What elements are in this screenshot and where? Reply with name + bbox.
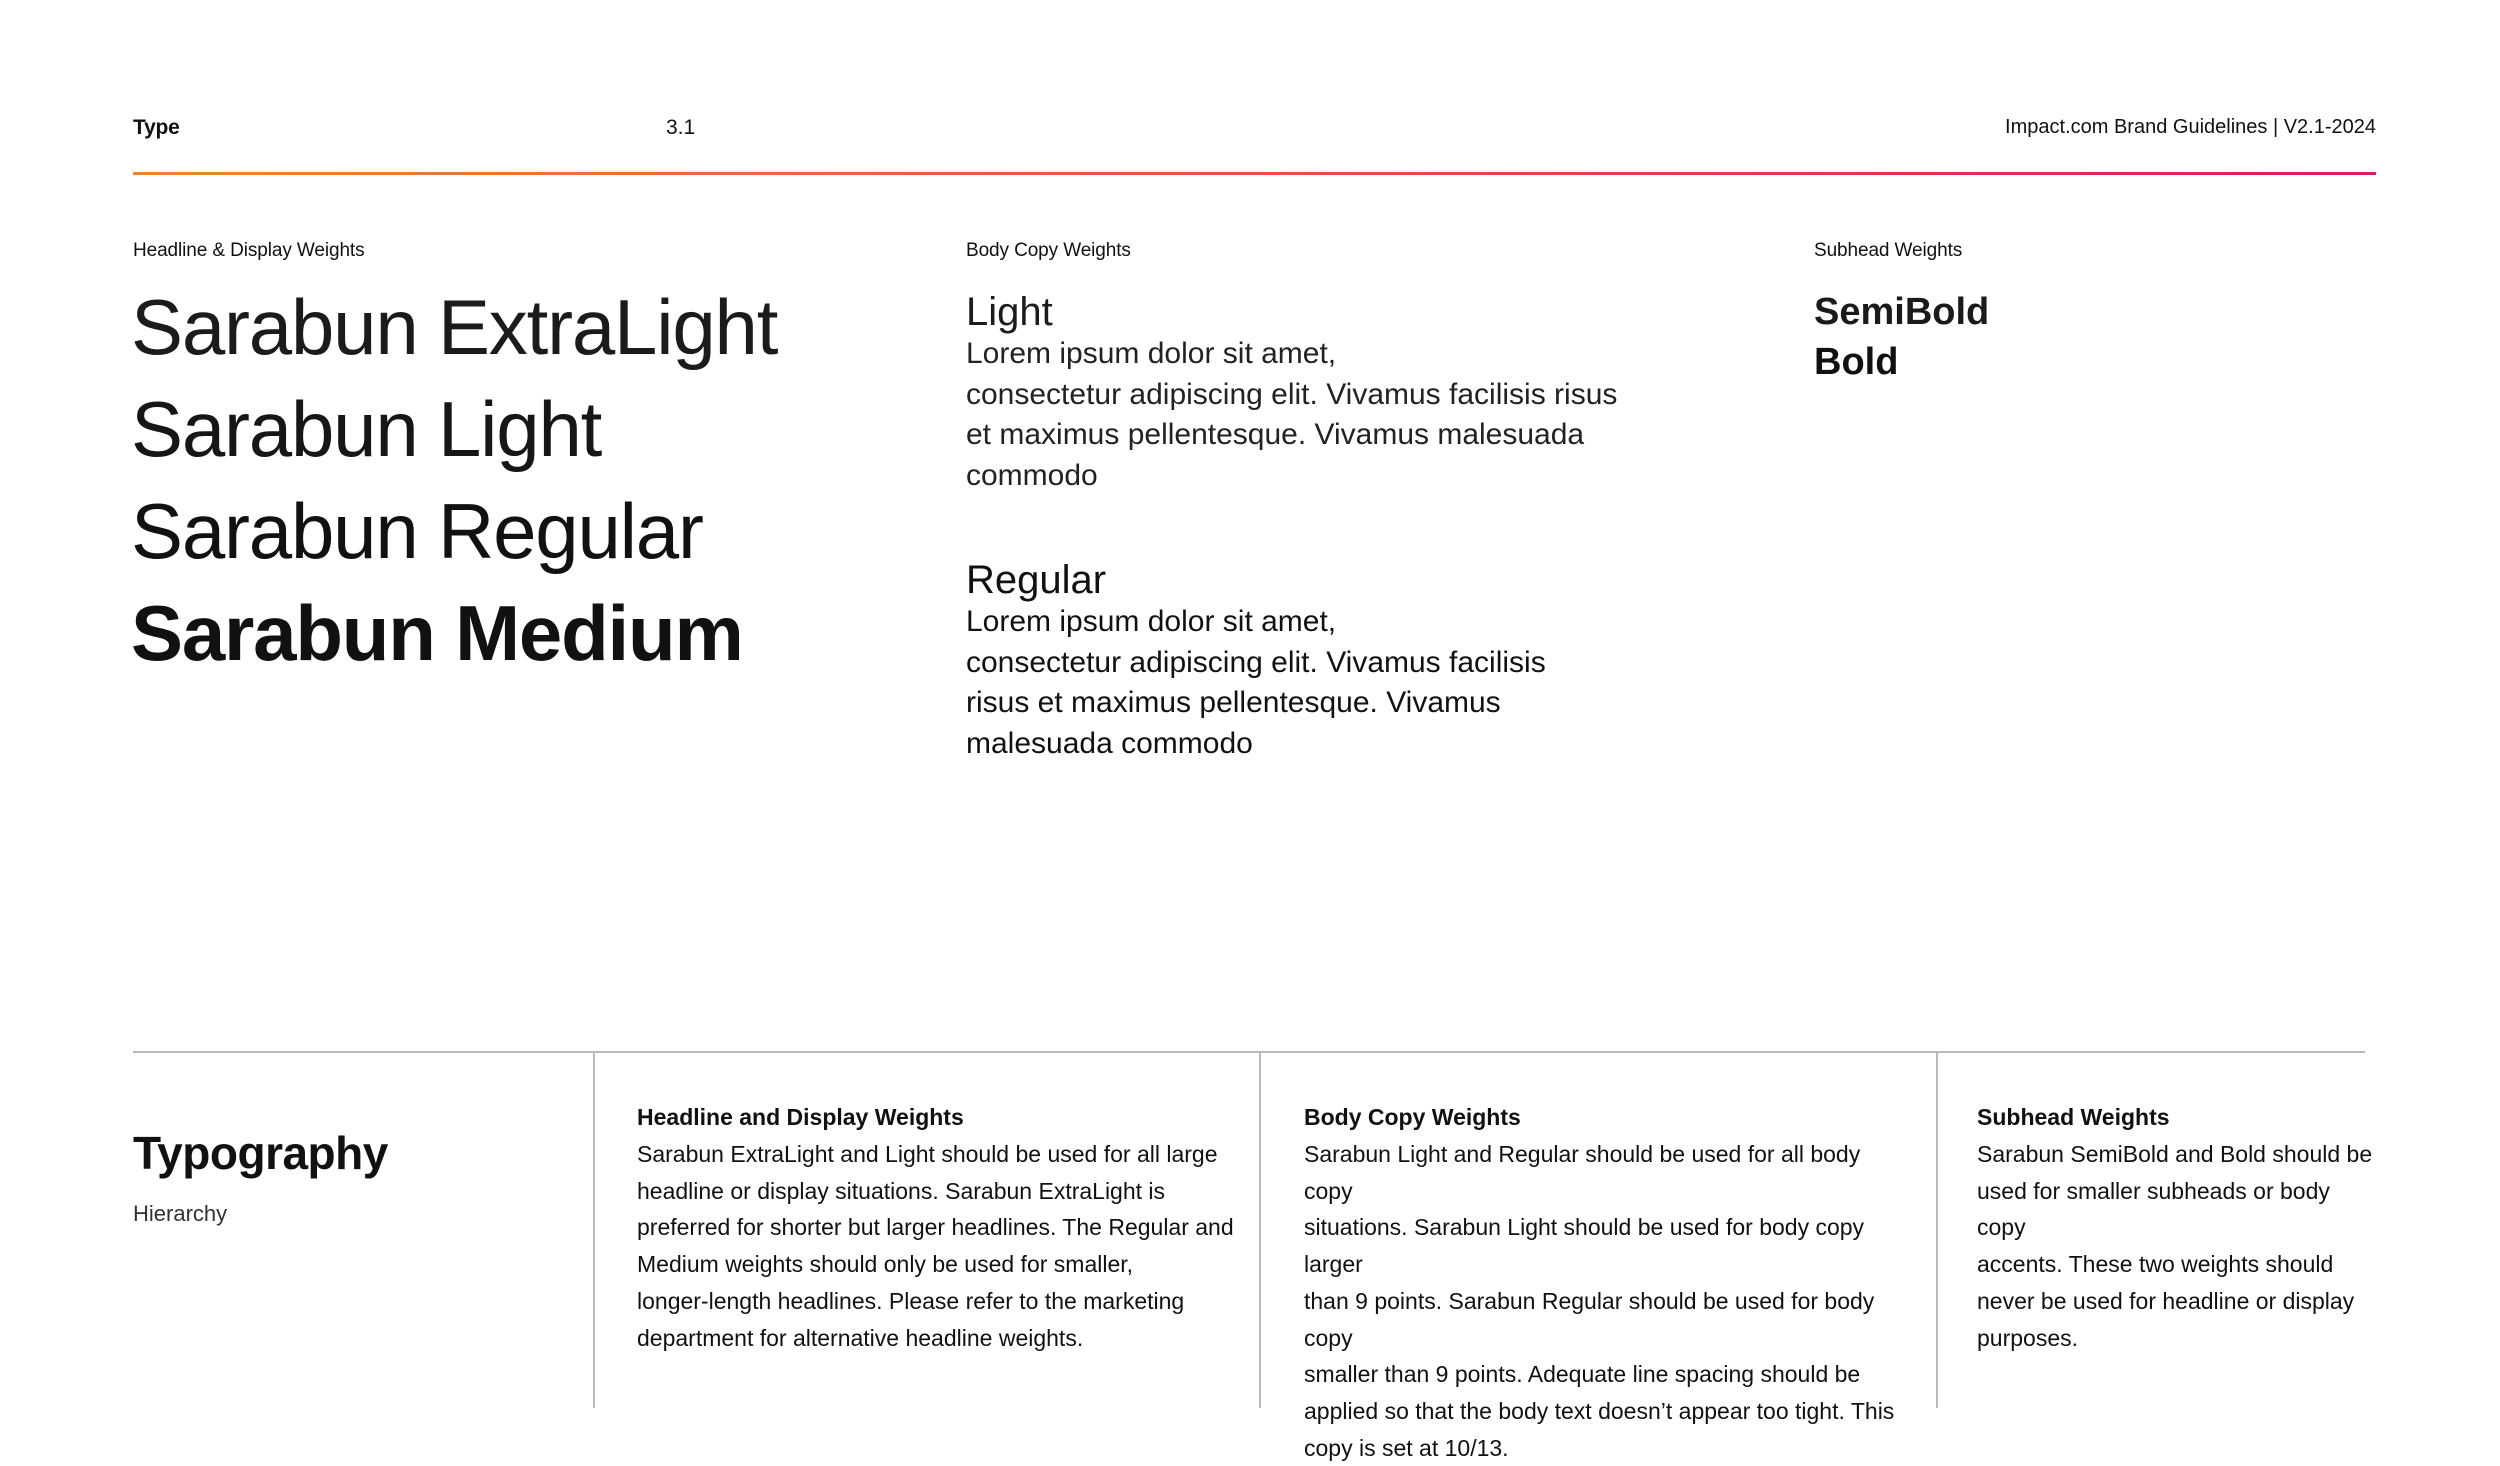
- subhead-sample-semibold: SemiBold: [1814, 291, 1990, 333]
- subhead-sample-bold: Bold: [1814, 341, 1899, 383]
- document-title: Impact.com Brand Guidelines | V2.1-2024: [2005, 116, 2376, 138]
- header-gradient-rule: [133, 172, 2376, 175]
- body-light-title: Light: [966, 290, 1053, 334]
- headline-weights-description: Sarabun ExtraLight and Light should be used for all large headline or display situations. Sarabun ExtraLight is preferred for shorter but larger headlines. The Regular and Medium weights should only be used for smaller, longer-length headlines. Please refer to the marketing department for alternative headline weights.: [637, 1141, 1234, 1351]
- section-label: Type: [133, 116, 180, 139]
- body-regular-sample: Lorem ipsum dolor sit amet, consectetur adipiscing elit. Vivamus facilisis risus et maximus pellentesque. Vivamus malesuada commodo: [966, 605, 1546, 760]
- headline-sample-medium: Sarabun Medium: [131, 589, 743, 677]
- body-copy-weights-description: Sarabun Light and Regular should be used for all body copy situations. Sarabun Light should be used for body copy larger than 9 points. Sarabun Regular should be used for body copy smaller than 9 points. Adequate line spacing should be applied so that the body text doesn’t appear too tight. This copy is set at 10/13.: [1304, 1141, 1895, 1461]
- headline-weights-label: Headline & Display Weights: [133, 240, 365, 261]
- headline-sample-light: Sarabun Light: [131, 385, 602, 473]
- body-light-sample: Lorem ipsum dolor sit amet, consectetur adipiscing elit. Vivamus facilisis risus et maximus pellentesque. Vivamus malesuada commodo: [966, 337, 1618, 492]
- subhead-weights-label: Subhead Weights: [1814, 240, 1963, 261]
- hierarchy-subtitle: Hierarchy: [133, 1201, 228, 1226]
- body-copy-weights-heading: Body Copy Weights: [1304, 1104, 1521, 1130]
- subhead-weights-heading: Subhead Weights: [1977, 1104, 2170, 1130]
- body-regular-title: Regular: [966, 558, 1107, 602]
- headline-weights-heading: Headline and Display Weights: [637, 1104, 964, 1130]
- hierarchy-top-rule: [133, 1051, 2365, 1053]
- column-divider: [593, 1052, 595, 1408]
- column-divider: [1259, 1052, 1261, 1408]
- page-number: 3.1: [666, 116, 696, 139]
- hierarchy-title: Typography: [133, 1127, 388, 1179]
- subhead-weights-description: Sarabun SemiBold and Bold should be used for smaller subheads or body copy accents. These two weights should never be used for headline or display purposes.: [1977, 1141, 2373, 1351]
- column-divider: [1936, 1052, 1938, 1408]
- headline-sample-regular: Sarabun Regular: [131, 487, 703, 575]
- body-copy-weights-label: Body Copy Weights: [966, 240, 1131, 261]
- headline-sample-extralight: Sarabun ExtraLight: [131, 283, 778, 371]
